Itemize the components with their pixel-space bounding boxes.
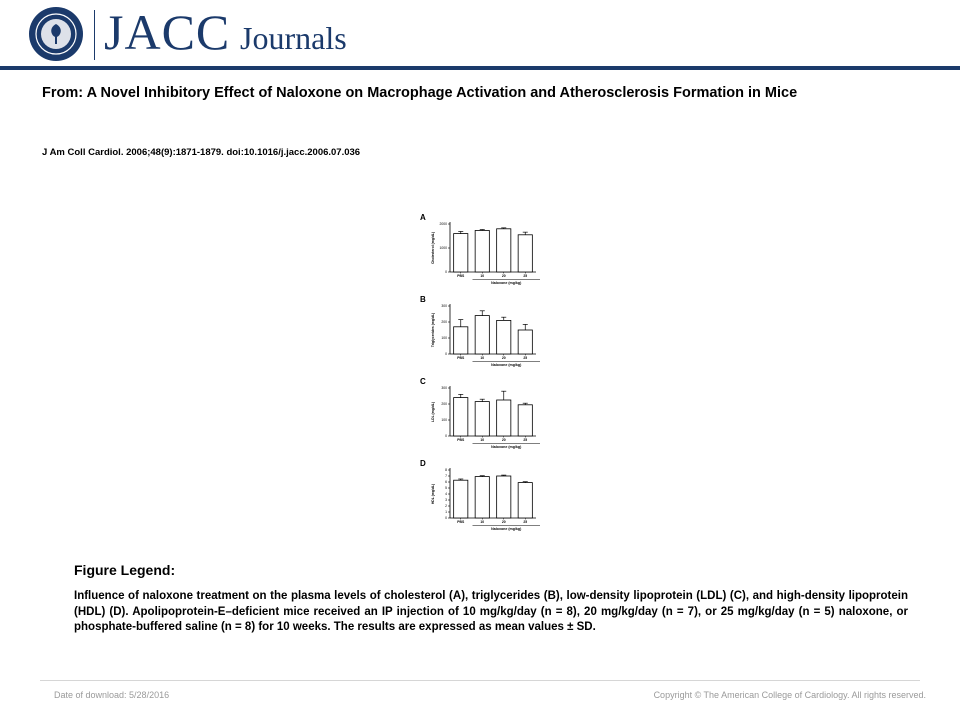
legend-heading: Figure Legend: — [74, 562, 176, 578]
article-title: From: A Novel Inhibitory Effect of Naloxone on Macrophage Activation and Atherosclerosis Formation in Mice — [42, 85, 798, 101]
x-tick-label: 20 — [501, 520, 506, 524]
panel-label: A — [420, 213, 426, 222]
bar — [518, 405, 532, 436]
jacc-wordmark: JACC — [104, 4, 231, 60]
bar — [475, 230, 489, 272]
copyright-notice: Copyright © The American College of Cardiology. All rights reserved. — [653, 690, 926, 700]
bar — [475, 316, 489, 354]
bar — [518, 483, 532, 518]
x-tick-label: 10 — [480, 438, 485, 442]
y-tick-label: 1000 — [439, 246, 447, 251]
y-tick-label: 0 — [445, 270, 447, 275]
download-date: Date of download: 5/28/2016 — [54, 690, 170, 700]
x-tick-label: PBS — [457, 438, 465, 442]
y-axis-label: Triglycerides (mg/dL) — [431, 312, 435, 348]
x-tick-label: 20 — [501, 438, 506, 442]
x-axis-label: Naloxone (mg/kg) — [491, 445, 522, 449]
bar — [497, 229, 511, 272]
bar — [518, 330, 532, 354]
y-tick-label: 0 — [445, 352, 447, 357]
y-tick-label: 300 — [441, 386, 447, 391]
bar — [497, 320, 511, 354]
figure-bar-charts — [418, 212, 550, 542]
bar — [475, 477, 489, 518]
x-axis-label: Naloxone (mg/kg) — [491, 363, 522, 367]
x-tick-label: 25 — [523, 274, 528, 278]
x-tick-label: 10 — [480, 274, 485, 278]
y-tick-label: 4 — [445, 492, 447, 497]
journal-header — [0, 0, 960, 66]
legend-text: Influence of naloxone treatment on the plasma levels of cholesterol (A), triglycerides (B), low-density lipoprotein (LDL) (C), and high-density lipoprotein (HDL) (D). Apolipoprotein-E–deficient mice received an IP injection of 10 mg/kg/day (n = 8), 20 mg/kg/day (n = 7), or 25 mg/kg/day (n = 5) naloxone, or phosphate-buffered saline (n = 8) for 10 weeks. The results are expressed as mean values ± SD. — [74, 590, 908, 633]
article-citation: J Am Coll Cardiol. 2006;48(9):1871-1879. doi:10.1016/j.jacc.2006.07.036 — [42, 147, 361, 158]
y-tick-label: 6 — [445, 480, 447, 485]
y-tick-label: 0 — [445, 516, 447, 521]
y-tick-label: 100 — [441, 336, 447, 341]
x-tick-label: 25 — [523, 438, 528, 442]
x-tick-label: PBS — [457, 356, 465, 360]
y-tick-label: 100 — [441, 418, 447, 423]
bar — [454, 480, 468, 518]
bar — [454, 234, 468, 272]
y-axis-label: Cholesterol (mg/dL) — [431, 231, 435, 265]
x-tick-label: 20 — [501, 356, 506, 360]
y-tick-label: 300 — [441, 304, 447, 309]
footer-divider — [40, 680, 920, 681]
bar — [497, 476, 511, 518]
x-tick-label: 10 — [480, 356, 485, 360]
y-tick-label: 200 — [441, 320, 447, 325]
x-tick-label: PBS — [457, 520, 465, 524]
bar — [454, 398, 468, 436]
y-tick-label: 2000 — [439, 222, 447, 227]
bar — [454, 327, 468, 354]
bar — [497, 400, 511, 436]
x-tick-label: 25 — [523, 356, 528, 360]
bar — [475, 402, 489, 436]
x-tick-label: PBS — [457, 274, 465, 278]
bar — [518, 235, 532, 272]
x-tick-label: 10 — [480, 520, 485, 524]
y-axis-label: LDL (mg/dL) — [431, 402, 435, 422]
panel-label: D — [420, 459, 426, 468]
y-tick-label: 200 — [441, 402, 447, 407]
x-tick-label: 25 — [523, 520, 528, 524]
y-tick-label: 7 — [445, 474, 447, 479]
y-axis-label: HDL (mg/dL) — [431, 483, 435, 505]
y-tick-label: 3 — [445, 498, 447, 503]
logo-divider — [94, 10, 95, 60]
acc-seal-logo — [28, 6, 84, 62]
y-tick-label: 1 — [445, 510, 447, 515]
y-tick-label: 2 — [445, 504, 447, 509]
panel-label: C — [420, 377, 426, 386]
y-tick-label: 5 — [445, 486, 447, 491]
x-axis-label: Naloxone (mg/kg) — [491, 527, 522, 531]
panel-label: B — [420, 295, 426, 304]
header-rule — [0, 66, 960, 70]
journals-wordmark: Journals — [240, 20, 347, 56]
x-tick-label: 20 — [501, 274, 506, 278]
y-tick-label: 0 — [445, 434, 447, 439]
x-axis-label: Naloxone (mg/kg) — [491, 281, 522, 285]
y-tick-label: 8 — [445, 468, 447, 473]
